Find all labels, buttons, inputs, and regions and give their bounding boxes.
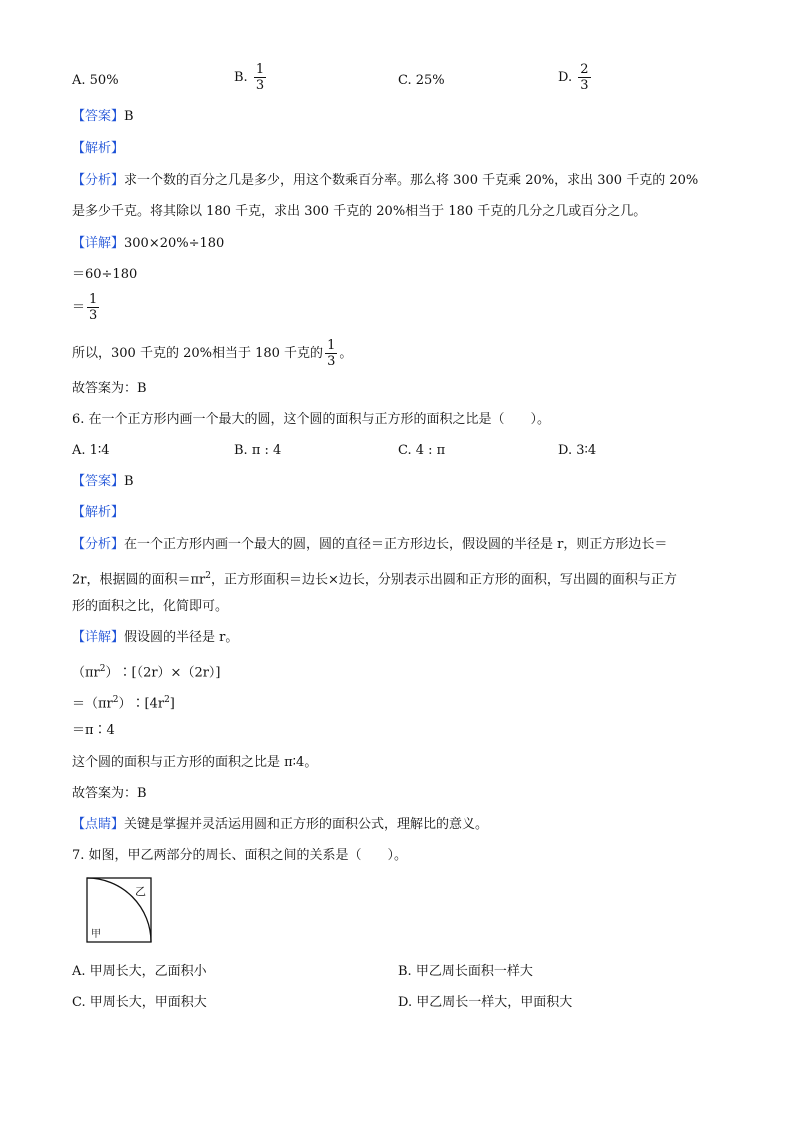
- conclusion-text: 所以，300 千克的 20%相当于 180 千克的: [72, 346, 324, 361]
- fraction-denominator: 3: [89, 308, 98, 323]
- q5-option-d: [558, 62, 593, 93]
- answer-text: B: [124, 109, 134, 124]
- fraction-numerator: 1: [327, 338, 336, 353]
- step-part: ）∶[（2r）×（2r）]: [105, 665, 221, 681]
- q5-conclusion: [72, 338, 352, 369]
- q5-option-b: [234, 62, 268, 93]
- label-jia: 甲: [91, 929, 101, 940]
- q5-option-d-fraction: [578, 62, 590, 93]
- q6-fenxi: [72, 536, 667, 554]
- fraction-numerator: 1: [89, 292, 98, 307]
- q5-option-c-label: C. 25%: [398, 73, 445, 88]
- xiangjie-text: 假设圆的半径是 r。: [124, 630, 239, 645]
- q6-question: 6. 在一个正方形内画一个最大的圆，这个圆的面积与正方形的面积之比是（ ）。: [72, 412, 551, 427]
- q5-answer: [72, 108, 134, 126]
- q6-answer: [72, 473, 134, 491]
- fraction-denominator: 3: [327, 354, 336, 369]
- superscript: 2: [112, 695, 119, 705]
- dianjing-tag: 【点睛】: [72, 817, 125, 832]
- q7-option-b: B. 甲乙周长面积一样大: [398, 964, 533, 979]
- q6-conclusion: 这个圆的面积与正方形的面积之比是 π∶4。: [72, 755, 318, 770]
- q6-option-a: A. 1∶4: [72, 443, 110, 458]
- fenxi-tag: 【分析】: [72, 537, 125, 552]
- fraction-numerator: 2: [580, 62, 589, 77]
- fenxi-line2-pre: 2r，根据圆的面积＝πr: [72, 572, 206, 588]
- q6-dianjing: [72, 816, 488, 834]
- q7-option-a: A. 甲周长大，乙面积小: [72, 964, 207, 979]
- answer-text: B: [124, 474, 134, 489]
- step-part: （πr: [72, 665, 100, 681]
- q5-fenxi-line2: 是多少千克。将其除以 180 千克，求出 300 千克的 20%相当于 180 千克的几分之几或百分之几。: [72, 204, 647, 219]
- q5-analysis-title: 【解析】: [72, 141, 125, 156]
- superscript: 2: [205, 571, 211, 581]
- xiangjie-tag: 【详解】: [72, 236, 125, 251]
- superscript: 2: [99, 664, 106, 674]
- q5-option-a: [72, 72, 119, 90]
- q6-option-d: D. 3∶4: [558, 443, 597, 458]
- q5-option-a-label: A. 50%: [72, 73, 119, 88]
- q6-option-c: C. 4 : π: [398, 443, 446, 458]
- fenxi-text: 在一个正方形内画一个最大的圆，圆的直径＝正方形边长，假设圆的半径是 r，则正方形边长＝: [124, 537, 668, 552]
- conclusion-period: 。: [339, 346, 353, 361]
- q5-step1: ＝60÷180: [72, 267, 138, 282]
- q5-option-b-fraction: [254, 62, 266, 93]
- q5-fenxi: [72, 172, 698, 190]
- step-part: ）∶[4r: [118, 696, 165, 712]
- fenxi-line2-post: ，正方形面积＝边长×边长，分别表示出圆和正方形的面积，写出圆的面积与正方: [210, 572, 677, 588]
- q6-step3: ＝π∶4: [72, 723, 115, 738]
- q5-final: 故答案为：B: [72, 381, 147, 396]
- step-part: ＝（πr: [72, 696, 113, 712]
- fraction-numerator: 1: [255, 62, 265, 77]
- q5-step2: [72, 292, 101, 323]
- label-yi: 乙: [135, 885, 146, 898]
- q7-figure-square-quarter-circle: [86, 877, 152, 943]
- step-part: ]: [169, 696, 175, 712]
- answer-tag: 【答案】: [72, 474, 125, 489]
- fraction-denominator: 3: [580, 78, 589, 93]
- q6-fenxi-line2: [72, 567, 677, 589]
- fraction-denominator: 3: [255, 78, 265, 93]
- q5-xiangjie: [72, 235, 224, 253]
- q6-analysis-title: 【解析】: [72, 505, 125, 520]
- q5-option-d-label: D.: [558, 70, 573, 85]
- q5-option-b-label: B.: [234, 70, 248, 85]
- q6-step1: [72, 660, 221, 682]
- q6-option-b: B. π : 4: [234, 443, 282, 458]
- q7-option-d: D. 甲乙周长一样大，甲面积大: [398, 995, 573, 1010]
- q6-final: 故答案为：B: [72, 786, 147, 801]
- q5-conclusion-fraction: [325, 338, 337, 369]
- q7-question: 7. 如图，甲乙两部分的周长、面积之间的关系是（ ）。: [72, 848, 408, 863]
- xiangjie-text: 300×20%÷180: [124, 236, 225, 251]
- q6-fenxi-line3: 形的面积之比，化简即可。: [72, 599, 229, 614]
- answer-tag: 【答案】: [72, 109, 125, 124]
- q5-step2-fraction: [87, 292, 99, 323]
- fenxi-text: 求一个数的百分之几是多少，用这个数乘百分率。那么将 300 千克乘 20%，求出 300 千克的 20%: [124, 173, 699, 188]
- q6-step2: [72, 691, 175, 713]
- superscript: 2: [164, 695, 170, 705]
- equals-sign: ＝: [72, 300, 86, 315]
- q6-xiangjie: [72, 629, 238, 647]
- xiangjie-tag: 【详解】: [72, 630, 125, 645]
- q5-option-c: [398, 72, 445, 90]
- fenxi-tag: 【分析】: [72, 173, 125, 188]
- q7-option-c: C. 甲周长大，甲面积大: [72, 995, 207, 1010]
- dianjing-text: 关键是掌握并灵活运用圆和正方形的面积公式，理解比的意义。: [124, 817, 489, 832]
